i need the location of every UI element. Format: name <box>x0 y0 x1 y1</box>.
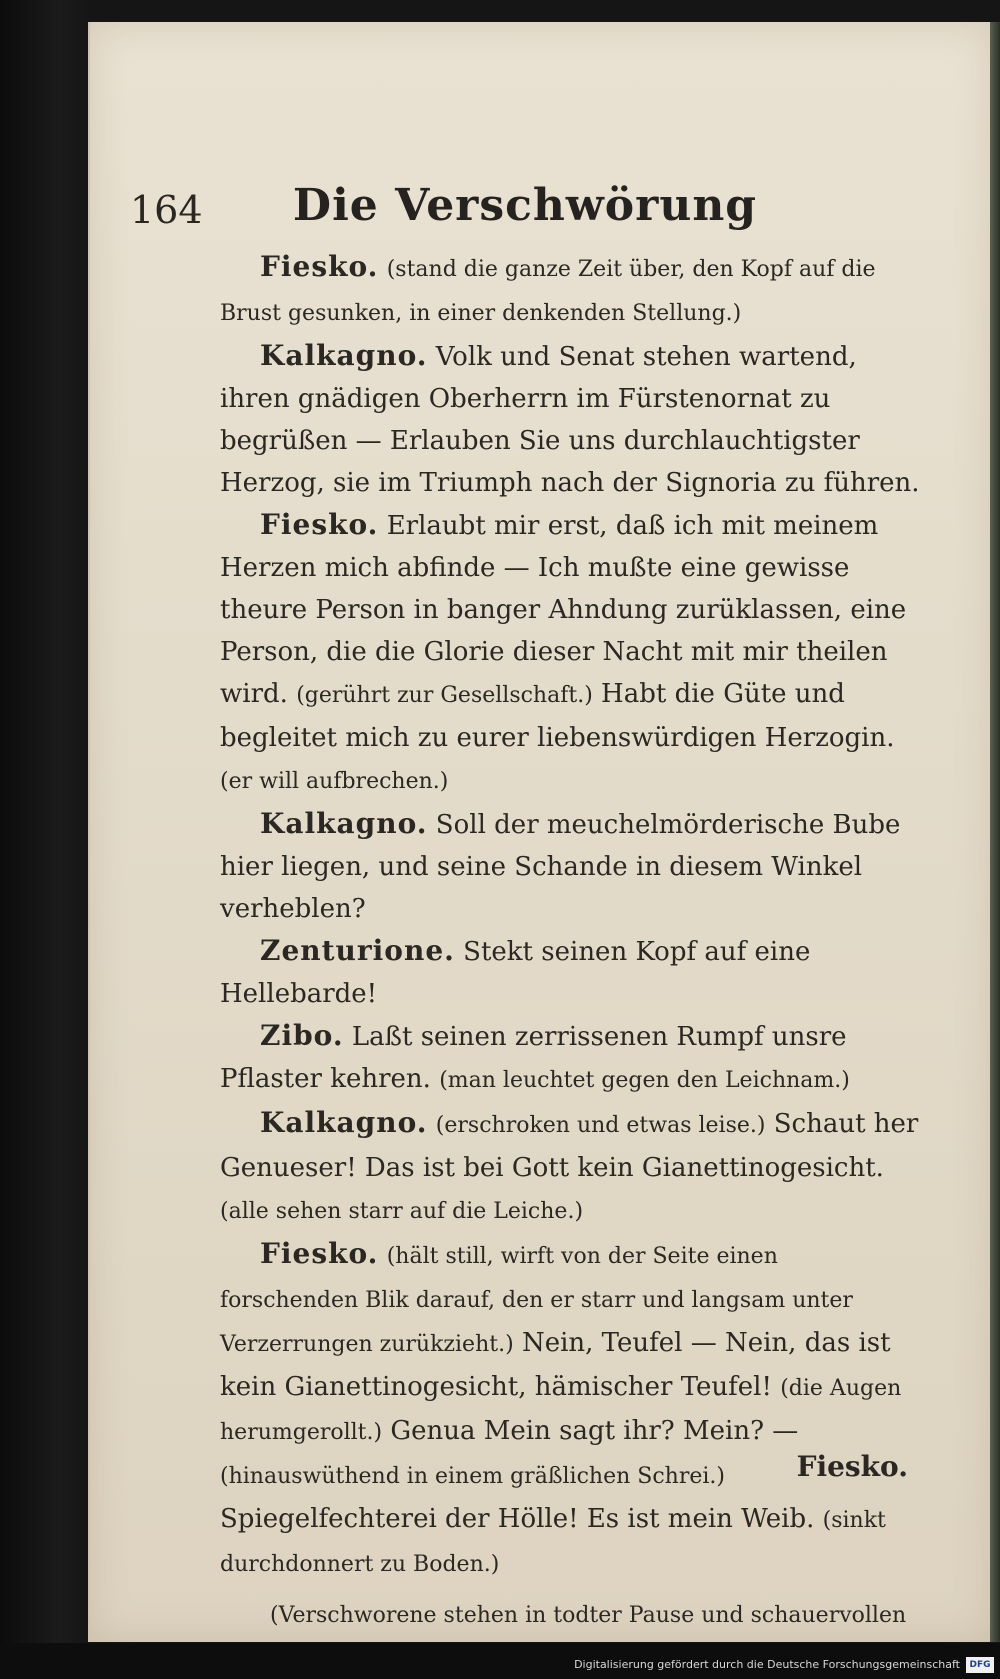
speaker-name: Fiesko. <box>260 508 379 541</box>
dialogue-text: Nein, Teufel — Nein, das ist kein Gianettinogesicht, hämischer Teufel! <box>220 1328 891 1402</box>
page-number: 164 <box>130 188 203 232</box>
dialogue-text: Genua Mein sagt ihr? Mein? — <box>390 1416 799 1446</box>
dialogue-text: Habt die Güte und begleitet mich zu eurer liebenswürdigen Herzogin. <box>220 679 895 753</box>
stage-direction: (die Augen herumgerollt.) <box>220 1376 902 1445</box>
dialogue-text: Laßt seinen zerrissenen Rumpf unsre Pflaster kehren. <box>220 1022 847 1094</box>
dialogue-paragraph <box>220 504 920 803</box>
closing-stage-direction: (Verschworene stehen in todter Pause und schauervollen <box>270 1603 907 1628</box>
dialogue-paragraph <box>220 930 920 1015</box>
speaker-name: Kalkagno. <box>260 1106 428 1139</box>
speaker-name: Fiesko. <box>260 250 379 283</box>
stage-direction: (stand die ganze Zeit über, den Kopf auf die Brust gesunken, in einer denkenden Stellung.) <box>220 257 876 326</box>
dialogue-paragraph <box>220 246 920 335</box>
stage-direction: (gerührt zur Gesellschaft.) <box>296 683 593 708</box>
dfg-logo-icon: DFG <box>966 1657 994 1673</box>
dialogue-text: Volk und Senat stehen wartend, ihren gnädigen Oberherrn im Fürstenornat zu begrüßen — Erlauben Sie uns durchlauchtigster Herzog, sie im Triumph nach der Signoria zu führen. <box>220 342 920 498</box>
stage-direction: (hält still, wirft von der Seite einen forschenden Blik darauf, den er starr und langsam unter Verzerrungen zurükzieht.) <box>220 1244 853 1357</box>
page-edge <box>990 22 1000 1642</box>
running-title: Die Verschwörung <box>292 180 758 231</box>
dialogue-paragraph <box>220 1015 920 1102</box>
dialogue-paragraph <box>220 1233 920 1586</box>
dialogue-text: Schaut her Genueser! Das ist bei Gott kein Gianettinogesicht. <box>220 1109 919 1183</box>
catchword: Fiesko. <box>796 1450 908 1483</box>
dialogue-text: Stekt seinen Kopf auf eine Hellebarde! <box>220 937 811 1009</box>
stage-direction: (hinauswüthend in einem gräßlichen Schrei.) <box>220 1464 725 1489</box>
speaker-name: Zenturione. <box>260 934 455 967</box>
stage-direction: (man leuchtet gegen den Leichnam.) <box>439 1068 850 1093</box>
dialogue-paragraph <box>220 1102 920 1233</box>
stage-direction: (er will aufbrechen.) <box>220 769 449 794</box>
stage-direction: (erschroken und etwas leise.) <box>435 1113 766 1138</box>
stage-direction: (sinkt durchdonnert zu Boden.) <box>220 1508 886 1577</box>
speaker-name: Fiesko. <box>260 1237 379 1270</box>
dialogue-paragraph <box>220 803 920 930</box>
funding-credit: Digitalisierung gefördert durch die Deutsche Forschungsgemeinschaft <box>574 1658 960 1671</box>
stage-direction: (alle sehen starr auf die Leiche.) <box>220 1199 584 1224</box>
speaker-name: Kalkagno. <box>260 807 428 840</box>
dialogue-text: Soll der meuchelmörderische Bube hier liegen, und seine Schande in diesem Winkel verheblen? <box>220 810 901 924</box>
speaker-name: Kalkagno. <box>260 339 428 372</box>
footer-bar <box>0 1643 1000 1679</box>
speaker-name: Zibo. <box>260 1019 344 1052</box>
dialogue-paragraph <box>220 335 920 504</box>
dialogue-text: Spiegelfechterei der Hölle! Es ist mein Weib. <box>220 1504 815 1534</box>
page-header <box>130 180 920 236</box>
dialogue-text: Erlaubt mir erst, daß ich mit meinem Herzen mich abfinde — Ich mußte eine gewisse theure Person in banger Ahndung zurüklassen, eine Person, die die Glorie dieser Nacht mit mir theilen wird. <box>220 511 907 709</box>
